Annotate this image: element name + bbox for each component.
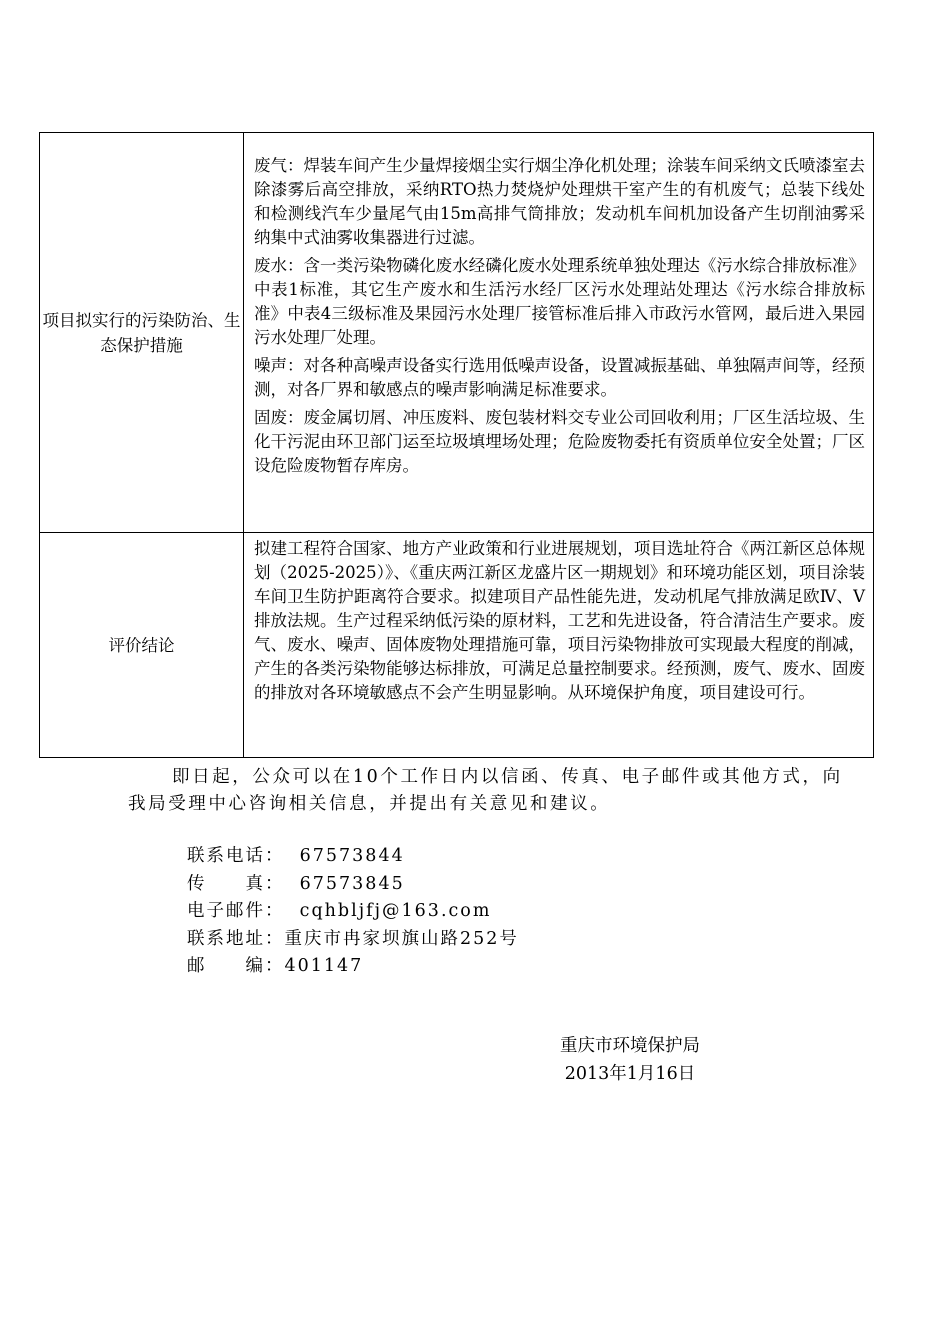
address-label: 联系地址： bbox=[187, 928, 285, 949]
public-notice bbox=[128, 764, 848, 818]
fax-value: 67573845 bbox=[299, 873, 405, 894]
email-value: cqhbljfj@163.com bbox=[299, 901, 492, 921]
paragraph-solid-waste: 固废：废金属切屑、冲压废料、废包装材料交专业公司回收利用；厂区生活垃圾、生化干污泥由环卫部门运至垃圾填埋场处理；危险废物委托有资质单位安全处置；厂区设危险废物暂存库房。 bbox=[254, 408, 865, 475]
contact-fax bbox=[187, 871, 519, 899]
phone-value: 67573844 bbox=[299, 846, 405, 866]
phone-label: 联系电话： bbox=[187, 846, 285, 866]
info-table bbox=[39, 132, 874, 758]
fax-label: 传 真： bbox=[187, 873, 285, 894]
signature-date: 2013年1月16日 bbox=[564, 1064, 696, 1084]
row-label-conclusion: 评价结论 bbox=[40, 533, 244, 758]
contact-address bbox=[187, 926, 519, 954]
measures-cell bbox=[244, 133, 874, 533]
address-value: 重庆市冉家坝旗山路252号 bbox=[284, 928, 519, 949]
notice-text: 即日起，公众可以在10个工作日内以信函、传真、电子邮件或其他方式，向我局受理中心咨询相关信息，并提出有关意见和建议。 bbox=[128, 767, 843, 814]
contact-block bbox=[187, 843, 519, 981]
conclusion-cell: 拟建工程符合国家、地方产业政策和行业进展规划，项目选址符合《两江新区总体规划（2025-2025）》、《重庆两江新区龙盛片区一期规划》和环境功能区划，项目涂装车间卫生防护距离符合要求。拟建项目产品性能先进，发动机尾气排放满足欧Ⅳ、Ⅴ排放法规。生产过程采纳低污染的原材料，工艺和先进设备，符合清洁生产要求。废气、废水、噪声、固体废物处理措施可靠，项目污染物排放可实现最大程度的削减，产生的各类污染物能够达标排放，可满足总量控制要求。经预测，废气、废水、固废的排放对各环境敏感点不会产生明显影响。从环境保护角度，项目建设可行。 bbox=[244, 533, 874, 758]
email-label: 电子邮件： bbox=[187, 901, 285, 921]
table-row bbox=[40, 533, 874, 758]
paragraph-waste-water: 废水：含一类污染物磷化废水经磷化废水处理系统单独处理达《污水综合排放标准》中表1标准，其它生产废水和生活污水经厂区污水处理站处理达《污水综合排放标准》中表4三级标准及果园污水处理厂接管标准后排入市政污水管网，最后进入果园污水处理厂处理。 bbox=[254, 256, 865, 347]
paragraph-noise: 噪声：对各种高噪声设备实行选用低噪声设备，设置减振基础、单独隔声间等，经预测，对各厂界和敏感点的噪声影响满足标准要求。 bbox=[254, 356, 865, 399]
contact-phone bbox=[187, 843, 519, 871]
signature-block bbox=[560, 1032, 700, 1088]
row-label-measures: 项目拟实行的污染防治、生态保护措施 bbox=[40, 133, 244, 533]
postcode-value: 401147 bbox=[284, 956, 364, 976]
contact-postcode bbox=[187, 953, 519, 981]
postcode-label: 邮 编： bbox=[187, 956, 285, 976]
paragraph-waste-gas: 废气：焊装车间产生少量焊接烟尘实行烟尘净化机处理；涂装车间采纳文氏喷漆室去除漆雾后高空排放，采纳RTO热力焚烧炉处理烘干室产生的有机废气；总装下线处和检测线汽车少量尾气由15m高排气筒排放；发动机车间机加设备产生切削油雾采纳集中式油雾收集器进行过滤。 bbox=[254, 156, 865, 247]
contact-email bbox=[187, 898, 519, 926]
table-row bbox=[40, 133, 874, 533]
signature-org: 重庆市环境保护局 bbox=[560, 1036, 700, 1056]
